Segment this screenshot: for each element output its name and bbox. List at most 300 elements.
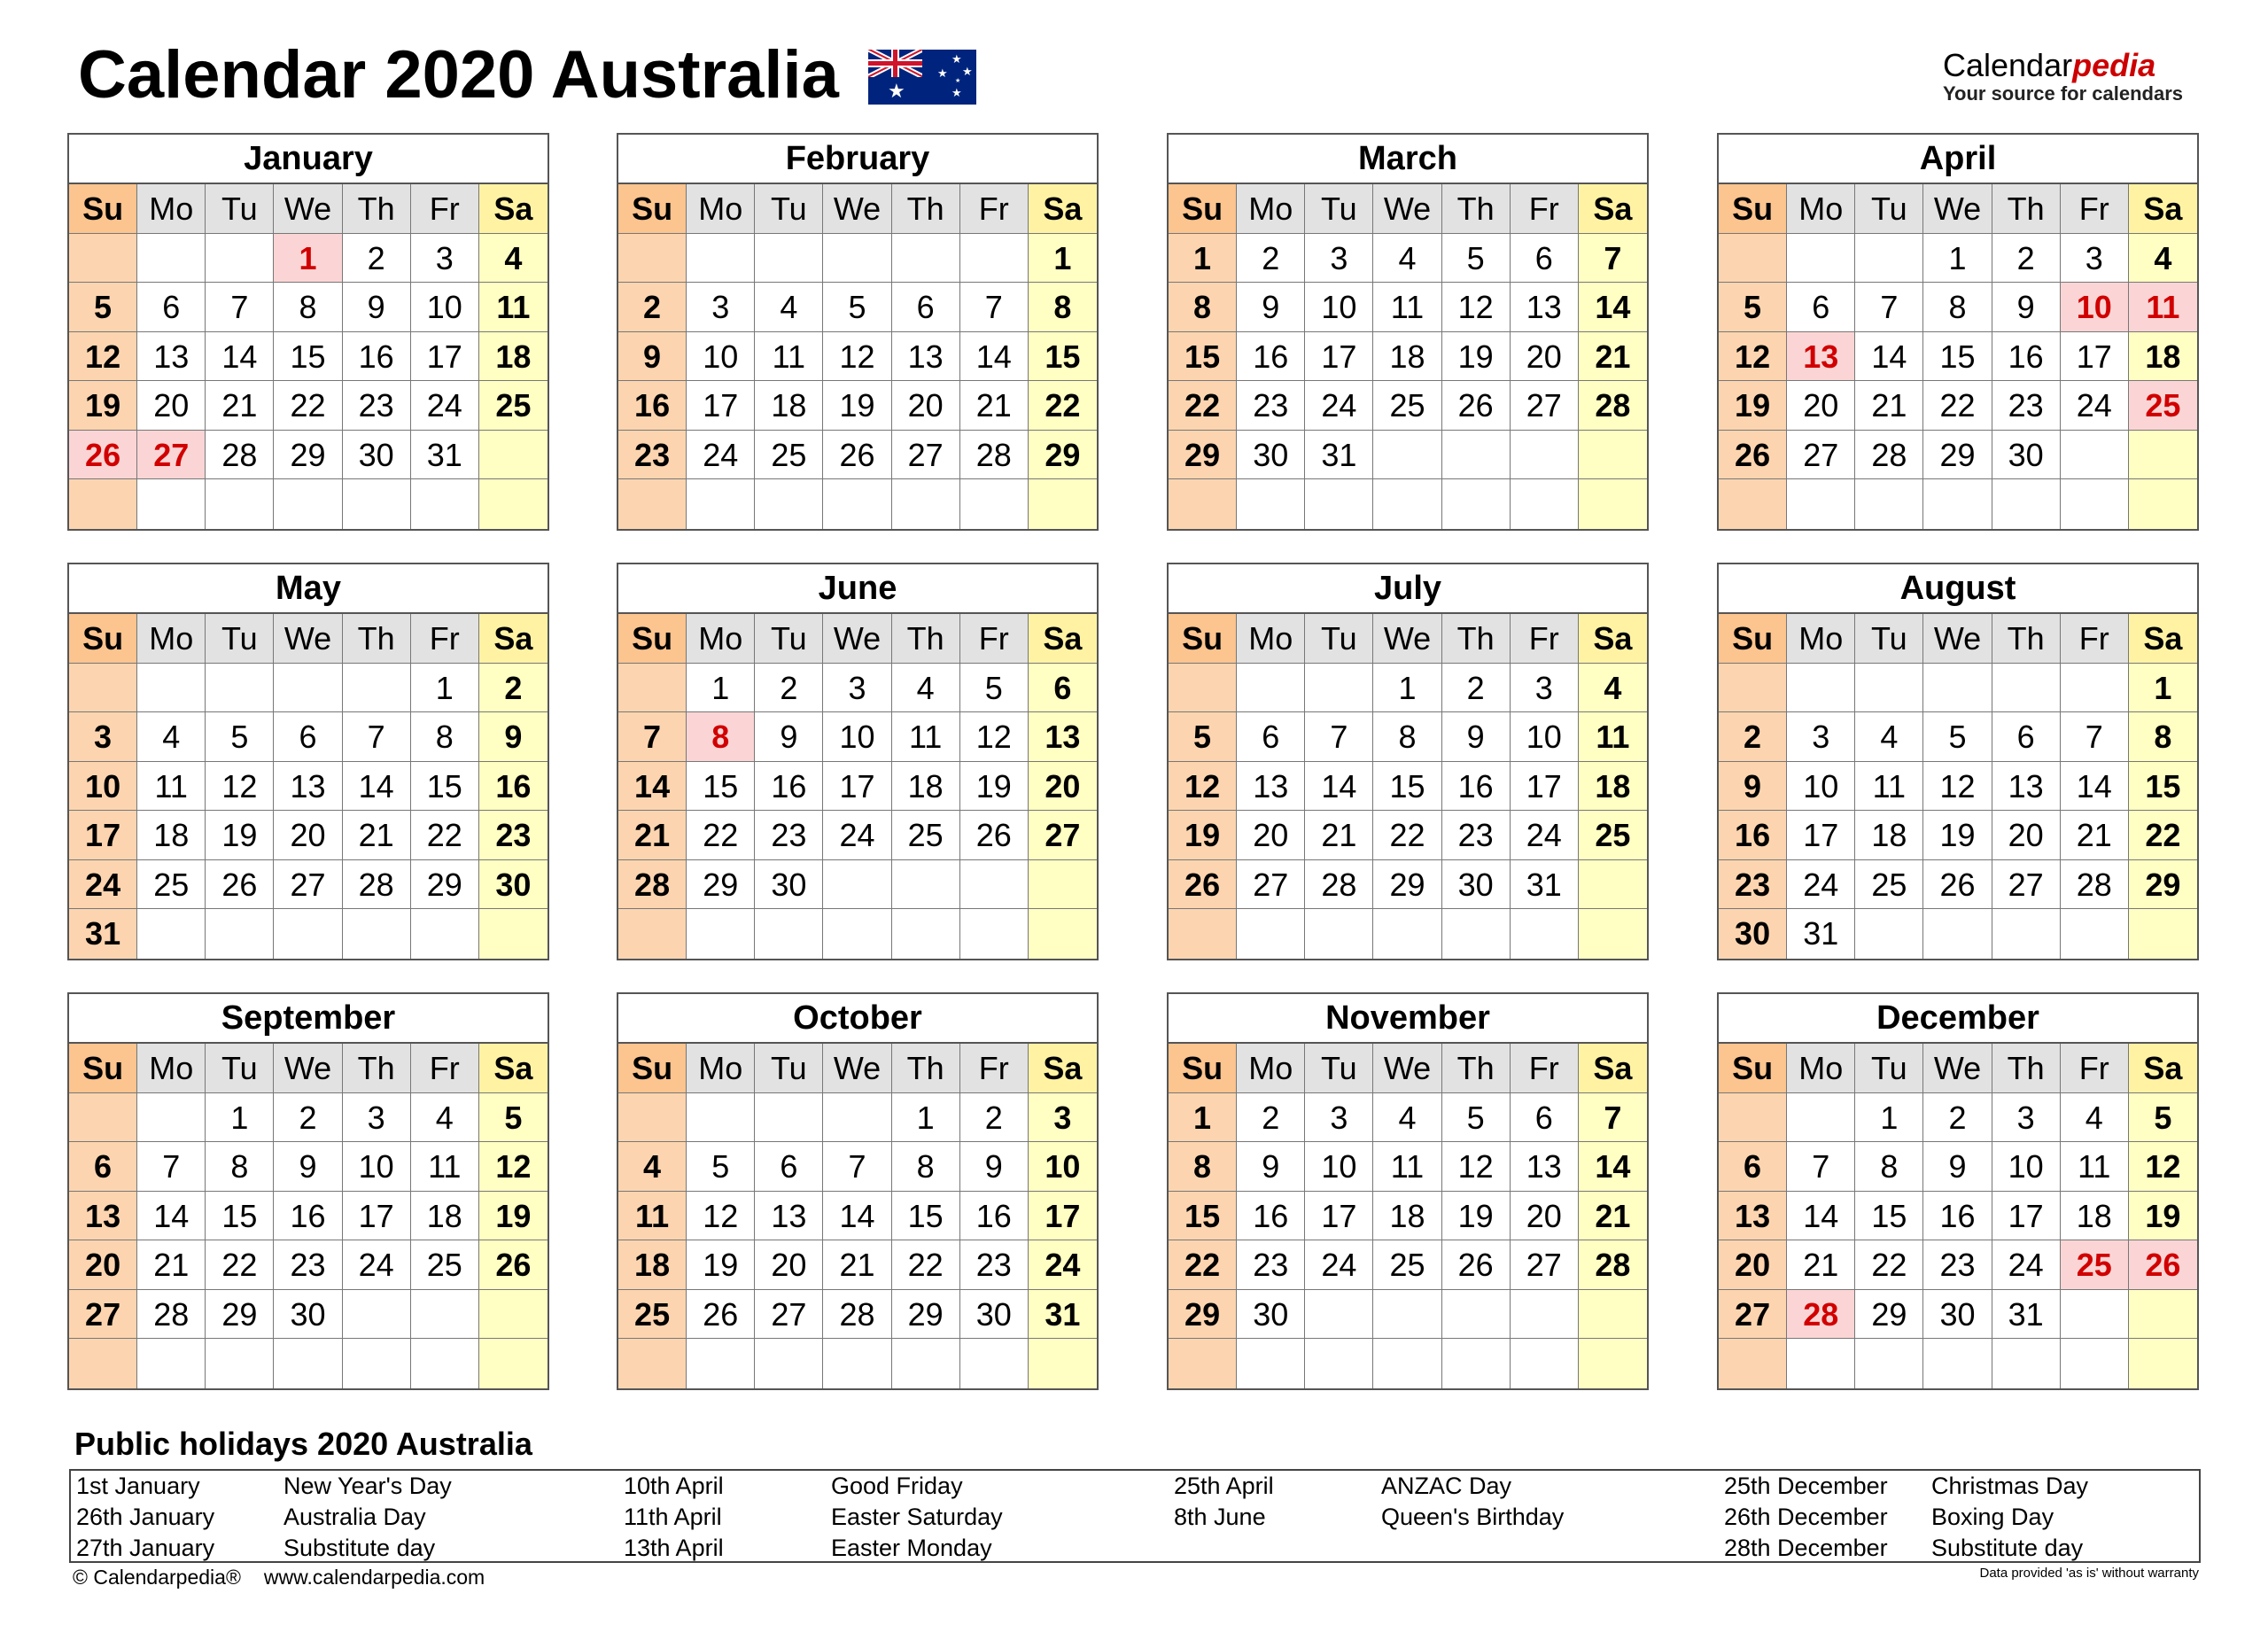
weekday-header: Su	[1719, 184, 1787, 234]
day-cell: 7	[343, 712, 411, 762]
day-cell: 5	[687, 1142, 755, 1192]
weekday-header: Su	[69, 184, 137, 234]
weekday-header: Sa	[479, 184, 548, 234]
day-cell: 4	[2129, 234, 2197, 284]
day-cell: 5	[960, 664, 1029, 713]
day-cell: 18	[137, 811, 206, 860]
day-cell: 6	[1992, 712, 2061, 762]
day-cell: 4	[892, 664, 960, 713]
empty-cell	[479, 431, 548, 480]
day-cell: 24	[343, 1240, 411, 1290]
weekday-header: Su	[1169, 614, 1237, 664]
weekday-header: We	[1373, 184, 1441, 234]
empty-cell	[1923, 664, 1992, 713]
empty-cell	[343, 664, 411, 713]
day-cell: 12	[1442, 283, 1511, 332]
day-cell: 7	[1305, 712, 1373, 762]
day-cell: 27	[1237, 860, 1305, 910]
day-cell: 12	[479, 1142, 548, 1192]
day-cell: 26	[687, 1290, 755, 1340]
holiday-date: 26th January	[76, 1504, 215, 1530]
day-cell: 9	[960, 1142, 1029, 1192]
weekday-header: Th	[1442, 614, 1511, 664]
day-cell: 16	[274, 1192, 342, 1241]
holiday-date: 25th April	[1174, 1473, 1274, 1499]
weekday-header: Mo	[687, 184, 755, 234]
day-cell: 7	[1579, 1093, 1647, 1143]
empty-cell	[137, 664, 206, 713]
month-august	[1717, 563, 2199, 960]
day-cell: 18	[479, 332, 548, 382]
empty-cell	[1305, 479, 1373, 529]
empty-cell	[479, 479, 548, 529]
empty-cell	[1855, 664, 1923, 713]
empty-cell	[892, 234, 960, 284]
day-cell: 28	[1855, 431, 1923, 480]
day-cell: 28	[960, 431, 1029, 480]
day-cell: 30	[755, 860, 823, 910]
empty-cell	[1992, 1339, 2061, 1388]
day-cell: 29	[1169, 431, 1237, 480]
empty-cell	[1237, 664, 1305, 713]
weekday-header: We	[1923, 614, 1992, 664]
day-cell: 25	[618, 1290, 687, 1340]
weekday-header: Mo	[1787, 1044, 1855, 1093]
day-cell: 7	[1855, 283, 1923, 332]
empty-cell	[137, 1339, 206, 1388]
day-cell: 24	[1029, 1240, 1097, 1290]
website-link[interactable]: www.calendarpedia.com	[263, 1566, 485, 1589]
day-cell: 14	[1855, 332, 1923, 382]
day-cell: 27	[892, 431, 960, 480]
weekday-header: Tu	[1305, 614, 1373, 664]
footer-left	[73, 1564, 508, 1590]
empty-cell	[1992, 909, 2061, 959]
brand-tagline: Your source for calendars	[1942, 82, 2183, 105]
day-cell: 9	[1237, 1142, 1305, 1192]
empty-cell	[755, 234, 823, 284]
weekday-header: We	[823, 614, 891, 664]
empty-cell	[206, 1339, 274, 1388]
day-cell: 16	[1442, 762, 1511, 812]
day-cell: 14	[343, 762, 411, 812]
empty-cell	[479, 909, 548, 959]
weekday-header: We	[1373, 1044, 1441, 1093]
empty-cell	[2129, 909, 2197, 959]
day-cell: 12	[206, 762, 274, 812]
day-cell: 15	[1169, 1192, 1237, 1241]
day-cell: 22	[206, 1240, 274, 1290]
holiday-name: Substitute day	[284, 1535, 436, 1561]
day-cell: 16	[343, 332, 411, 382]
day-cell: 16	[1237, 332, 1305, 382]
day-cell: 28	[823, 1290, 891, 1340]
day-cell: 19	[960, 762, 1029, 812]
day-cell: 3	[1305, 234, 1373, 284]
day-cell: 19	[1442, 332, 1511, 382]
day-cell: 10	[69, 762, 137, 812]
day-cell: 20	[1237, 811, 1305, 860]
day-cell: 25	[1579, 811, 1647, 860]
day-cell: 16	[755, 762, 823, 812]
day-cell: 30	[479, 860, 548, 910]
day-cell: 3	[1787, 712, 1855, 762]
weekday-header: Mo	[137, 1044, 206, 1093]
empty-cell	[1373, 1290, 1441, 1340]
day-cell: 16	[1719, 811, 1787, 860]
day-cell: 8	[206, 1142, 274, 1192]
day-cell: 21	[137, 1240, 206, 1290]
month-september	[67, 992, 549, 1390]
day-cell: 4	[1579, 664, 1647, 713]
day-cell: 2	[755, 664, 823, 713]
day-cell: 14	[618, 762, 687, 812]
weekday-header: Sa	[1029, 184, 1097, 234]
day-cell: 17	[1305, 332, 1373, 382]
day-cell: 1	[1855, 1093, 1923, 1143]
day-cell: 16	[1237, 1192, 1305, 1241]
month-january	[67, 133, 549, 531]
day-cell: 10	[1992, 1142, 2061, 1192]
day-cell: 19	[823, 381, 891, 431]
day-cell: 21	[343, 811, 411, 860]
day-cell: 28	[2061, 860, 2129, 910]
empty-cell	[206, 479, 274, 529]
day-cell: 15	[2129, 762, 2197, 812]
day-cell: 18	[411, 1192, 479, 1241]
holiday-name: ANZAC Day	[1381, 1473, 1512, 1499]
day-cell: 29	[2129, 860, 2197, 910]
day-cell: 29	[1855, 1290, 1923, 1340]
empty-cell	[687, 479, 755, 529]
day-cell: 6	[1511, 1093, 1579, 1143]
day-cell: 5	[206, 712, 274, 762]
empty-cell	[1511, 479, 1579, 529]
day-cell: 9	[755, 712, 823, 762]
day-cell: 10	[1787, 762, 1855, 812]
day-cell: 5	[1442, 1093, 1511, 1143]
day-cell: 3	[1305, 1093, 1373, 1143]
weekday-header: Th	[343, 184, 411, 234]
day-cell: 22	[1169, 1240, 1237, 1290]
day-cell: 21	[823, 1240, 891, 1290]
empty-cell	[1992, 664, 2061, 713]
day-cell: 11	[755, 332, 823, 382]
day-cell: 22	[687, 811, 755, 860]
empty-cell	[1579, 479, 1647, 529]
weekday-header: Mo	[687, 1044, 755, 1093]
day-cell: 24	[1305, 381, 1373, 431]
day-cell: 24	[823, 811, 891, 860]
empty-cell	[755, 909, 823, 959]
day-cell: 1	[1923, 234, 1992, 284]
day-cell: 11	[2061, 1142, 2129, 1192]
day-cell: 9	[1237, 283, 1305, 332]
star-icon: ★	[951, 86, 962, 99]
weekday-header: Sa	[2129, 184, 2197, 234]
day-cell: 28	[1787, 1290, 1855, 1340]
month-name: June	[618, 564, 1097, 614]
day-cell: 10	[1029, 1142, 1097, 1192]
day-cell: 24	[411, 381, 479, 431]
day-cell: 8	[892, 1142, 960, 1192]
weekday-header: We	[1923, 184, 1992, 234]
weekday-header: Th	[1442, 1044, 1511, 1093]
day-cell: 11	[892, 712, 960, 762]
day-cell: 2	[1923, 1093, 1992, 1143]
empty-cell	[1169, 909, 1237, 959]
weekday-header: Mo	[1237, 614, 1305, 664]
empty-cell	[274, 664, 342, 713]
empty-cell	[823, 860, 891, 910]
day-cell: 2	[1992, 234, 2061, 284]
holiday-name: Substitute day	[1931, 1535, 2084, 1561]
weekday-header: Fr	[1511, 1044, 1579, 1093]
empty-cell	[69, 1093, 137, 1143]
empty-cell	[1169, 1339, 1237, 1388]
day-cell: 20	[1787, 381, 1855, 431]
empty-cell	[1719, 664, 1787, 713]
day-cell: 26	[823, 431, 891, 480]
day-cell: 19	[1719, 381, 1787, 431]
weekday-header: Tu	[755, 1044, 823, 1093]
day-cell: 13	[1719, 1192, 1787, 1241]
empty-cell	[274, 1339, 342, 1388]
day-cell: 11	[479, 283, 548, 332]
day-cell: 25	[2129, 381, 2197, 431]
holiday-name: Easter Monday	[831, 1535, 992, 1561]
empty-cell	[1787, 234, 1855, 284]
day-cell: 17	[69, 811, 137, 860]
weekday-header: Mo	[137, 614, 206, 664]
day-cell: 15	[687, 762, 755, 812]
empty-cell	[755, 479, 823, 529]
month-name: August	[1719, 564, 2197, 614]
weekday-header: Th	[1992, 184, 2061, 234]
day-cell: 19	[1169, 811, 1237, 860]
empty-cell	[411, 479, 479, 529]
empty-cell	[274, 479, 342, 529]
day-cell: 9	[479, 712, 548, 762]
empty-cell	[69, 479, 137, 529]
day-cell: 8	[2129, 712, 2197, 762]
empty-cell	[206, 234, 274, 284]
empty-cell	[69, 234, 137, 284]
day-cell: 14	[1579, 1142, 1647, 1192]
day-cell: 9	[1719, 762, 1787, 812]
day-cell: 22	[1029, 381, 1097, 431]
copyright: © Calendarpedia®	[73, 1566, 241, 1589]
empty-cell	[1579, 860, 1647, 910]
empty-cell	[343, 1290, 411, 1340]
day-cell: 4	[479, 234, 548, 284]
holiday-name: Christmas Day	[1931, 1473, 2089, 1499]
empty-cell	[1442, 1290, 1511, 1340]
empty-cell	[1787, 664, 1855, 713]
day-cell: 28	[1579, 381, 1647, 431]
day-cell: 21	[1855, 381, 1923, 431]
day-cell: 7	[206, 283, 274, 332]
weekday-header: Tu	[206, 1044, 274, 1093]
day-cell: 25	[755, 431, 823, 480]
weekday-header: Tu	[755, 614, 823, 664]
empty-cell	[1511, 1339, 1579, 1388]
day-cell: 6	[1511, 234, 1579, 284]
day-cell: 4	[618, 1142, 687, 1192]
month-may	[67, 563, 549, 960]
day-cell: 2	[618, 283, 687, 332]
empty-cell	[343, 1339, 411, 1388]
empty-cell	[1579, 909, 1647, 959]
day-cell: 7	[960, 283, 1029, 332]
weekday-header: Tu	[206, 614, 274, 664]
day-cell: 2	[1237, 234, 1305, 284]
day-cell: 17	[343, 1192, 411, 1241]
day-cell: 14	[1787, 1192, 1855, 1241]
empty-cell	[2129, 431, 2197, 480]
day-cell: 23	[1237, 1240, 1305, 1290]
day-cell: 2	[343, 234, 411, 284]
holiday-date: 13th April	[624, 1535, 724, 1561]
brand-logo[interactable]	[1943, 48, 2183, 105]
weekday-header: Tu	[1855, 184, 1923, 234]
day-cell: 19	[2129, 1192, 2197, 1241]
day-cell: 11	[1373, 283, 1441, 332]
union-jack-icon	[868, 50, 922, 77]
day-cell: 18	[618, 1240, 687, 1290]
empty-cell	[1579, 1339, 1647, 1388]
weekday-header: Su	[69, 614, 137, 664]
empty-cell	[687, 1339, 755, 1388]
weekday-header: Th	[1442, 184, 1511, 234]
day-cell: 10	[343, 1142, 411, 1192]
day-cell: 6	[274, 712, 342, 762]
day-cell: 5	[1923, 712, 1992, 762]
day-cell: 15	[1029, 332, 1097, 382]
day-cell: 10	[411, 283, 479, 332]
day-cell: 26	[960, 811, 1029, 860]
day-cell: 28	[1305, 860, 1373, 910]
weekday-header: Sa	[1029, 1044, 1097, 1093]
day-cell: 29	[1169, 1290, 1237, 1340]
day-cell: 30	[1237, 1290, 1305, 1340]
day-cell: 26	[1719, 431, 1787, 480]
weekday-header: Fr	[411, 614, 479, 664]
holiday-name: Australia Day	[284, 1504, 426, 1530]
empty-cell	[1855, 1339, 1923, 1388]
day-cell: 27	[274, 860, 342, 910]
weekday-header: Su	[1719, 1044, 1787, 1093]
day-cell: 24	[1787, 860, 1855, 910]
empty-cell	[1719, 234, 1787, 284]
star-icon: ★	[937, 66, 948, 80]
day-cell: 18	[755, 381, 823, 431]
empty-cell	[137, 234, 206, 284]
day-cell: 13	[1992, 762, 2061, 812]
day-cell: 13	[1787, 332, 1855, 382]
day-cell: 29	[892, 1290, 960, 1340]
weekday-header: Su	[618, 184, 687, 234]
weekday-header: Mo	[137, 184, 206, 234]
day-cell: 5	[823, 283, 891, 332]
day-cell: 10	[687, 332, 755, 382]
day-cell: 17	[1305, 1192, 1373, 1241]
empty-cell	[1511, 909, 1579, 959]
empty-cell	[1923, 909, 1992, 959]
empty-cell	[69, 664, 137, 713]
weekday-header: Tu	[1855, 614, 1923, 664]
weekday-header: Fr	[2061, 184, 2129, 234]
day-cell: 27	[755, 1290, 823, 1340]
day-cell: 6	[69, 1142, 137, 1192]
empty-cell	[137, 479, 206, 529]
month-april	[1717, 133, 2199, 531]
day-cell: 17	[1787, 811, 1855, 860]
empty-cell	[618, 664, 687, 713]
empty-cell	[618, 479, 687, 529]
day-cell: 12	[687, 1192, 755, 1241]
empty-cell	[755, 1339, 823, 1388]
day-cell: 31	[1992, 1290, 2061, 1340]
day-cell: 16	[1992, 332, 2061, 382]
weekday-header: Tu	[1305, 1044, 1373, 1093]
day-cell: 14	[2061, 762, 2129, 812]
weekday-header: Sa	[1029, 614, 1097, 664]
day-cell: 13	[1511, 283, 1579, 332]
weekday-header: Fr	[411, 184, 479, 234]
weekday-header: Mo	[1237, 184, 1305, 234]
month-name: October	[618, 994, 1097, 1044]
weekday-header: We	[823, 1044, 891, 1093]
day-cell: 30	[1992, 431, 2061, 480]
weekday-header: Su	[1169, 1044, 1237, 1093]
day-cell: 3	[69, 712, 137, 762]
day-cell: 24	[687, 431, 755, 480]
empty-cell	[823, 1093, 891, 1143]
empty-cell	[1373, 909, 1441, 959]
month-name: February	[618, 135, 1097, 184]
day-cell: 22	[2129, 811, 2197, 860]
day-cell: 12	[823, 332, 891, 382]
empty-cell	[2061, 479, 2129, 529]
day-cell: 23	[1992, 381, 2061, 431]
weekday-header: Tu	[1305, 184, 1373, 234]
holiday-name: Good Friday	[831, 1473, 963, 1499]
empty-cell	[1992, 479, 2061, 529]
day-cell: 1	[1373, 664, 1441, 713]
weekday-header: Sa	[1579, 614, 1647, 664]
day-cell: 21	[1579, 1192, 1647, 1241]
day-cell: 8	[1923, 283, 1992, 332]
day-cell: 20	[137, 381, 206, 431]
day-cell: 23	[755, 811, 823, 860]
holiday-date: 26th December	[1724, 1504, 1888, 1530]
empty-cell	[1855, 909, 1923, 959]
weekday-header: We	[274, 614, 342, 664]
day-cell: 10	[2061, 283, 2129, 332]
weekday-header: Su	[1719, 614, 1787, 664]
day-cell: 25	[1373, 381, 1441, 431]
empty-cell	[755, 1093, 823, 1143]
empty-cell	[479, 1290, 548, 1340]
weekday-header: Tu	[206, 184, 274, 234]
day-cell: 8	[274, 283, 342, 332]
empty-cell	[343, 479, 411, 529]
day-cell: 7	[823, 1142, 891, 1192]
day-cell: 27	[137, 431, 206, 480]
month-june	[617, 563, 1099, 960]
day-cell: 24	[1992, 1240, 2061, 1290]
